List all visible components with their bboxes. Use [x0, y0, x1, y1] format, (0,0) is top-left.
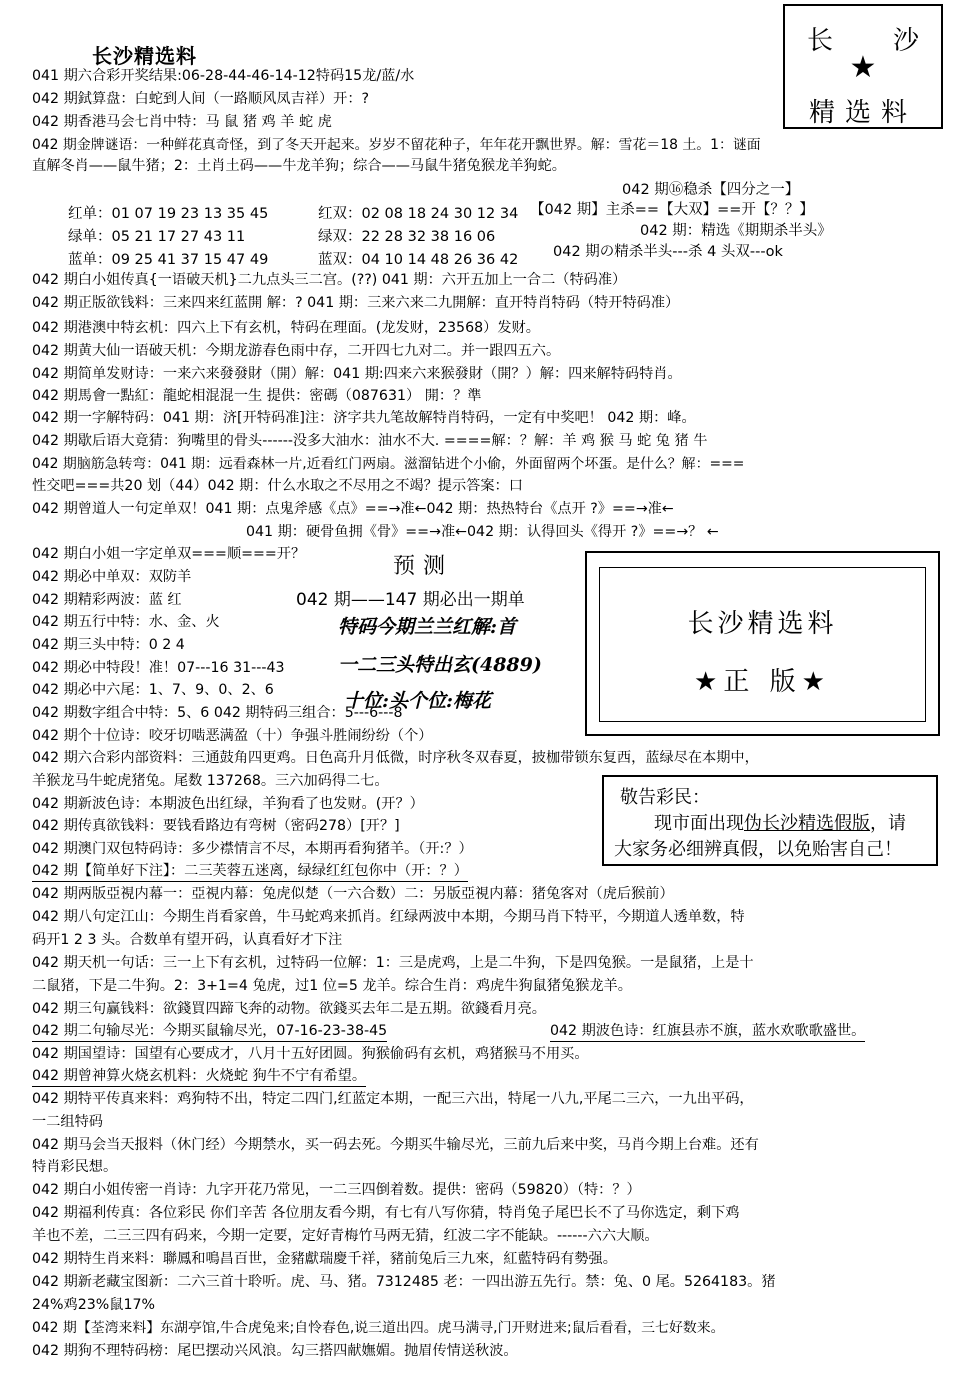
text-line: 直解冬肖——鼠牛猪；2：土肖土码——牛龙羊狗；综合——马鼠牛猪兔猴龙羊狗蛇。	[32, 158, 566, 174]
text-line: 042 期简单发财诗：一来六来發發財（開）解：041 期:四来六来猴發財（開？）解：四来解特码特肖。	[32, 366, 682, 382]
notice-underlined-text: 伪长沙精选假版	[744, 813, 870, 834]
notice-box	[602, 775, 938, 866]
text-line: 042 期个十位诗：咬牙切啮恶满盈（十）争强斗胜闹纷纷（个）	[32, 728, 433, 744]
handwritten-line: 十位:头个位:梅花	[344, 690, 492, 712]
text-line: 二鼠猪，下是二牛狗。2：3+1=4 兔虎，过1 位=5 龙羊。综合生肖：鸡虎牛狗鼠猪兔猴龙羊。	[32, 978, 632, 994]
right-block-line: 042 期⑯稳杀【四分之一】	[622, 182, 800, 198]
text-line: 042 期五行中特：水、金、火	[32, 614, 220, 630]
authentic-version-box	[585, 551, 940, 736]
green-double-numbers: 绿双：22 28 32 38 16 06	[318, 229, 496, 245]
logo-char-left: 长	[807, 26, 834, 56]
text-line: 041 期：硬骨鱼拥《骨》==→准←042 期：认得回头《得开 ?》==→？ ←	[246, 524, 719, 540]
text-line: 042 期白小姐传密一肖诗：九字开花乃常见，一二三四倒着数。提供：密码（59820）（特：？）	[32, 1182, 641, 1198]
text-line: 041 期六合彩开奖结果:06-28-44-46-14-12特码15龙/蓝/水	[32, 68, 415, 84]
text-line: 码开1 2 3 头。合数单有望开码，认真看好才下注	[32, 932, 343, 948]
notice-body-line	[654, 809, 906, 835]
text-line: 042 期必中特段！准！07---16 31---43	[32, 660, 285, 676]
text-line: 042 期新波色诗：本期波色出红绿，羊狗看了也发财。(开？）	[32, 796, 424, 812]
logo-bottom-text: 精选料	[808, 98, 917, 128]
text-line: 042 期福利传真：各位彩民 你们辛苦 各位朋友看今期，有七有八写你猜，特肖兔子尾巴长不了马你选定，剩下鸡	[32, 1205, 740, 1221]
text-line: 羊猴龙马牛蛇虎猪兔。尾数 137268。三六加码得二七。	[32, 773, 389, 789]
text-line: 042 期六合彩内部资料：三通鼓角四更鸡。日色高升月低微，时序秋冬双春夏，披枷带锁东复西，蓝绿尽在本期中，	[32, 750, 759, 766]
handwritten-line: 一二三头特出玄(4889)	[338, 654, 542, 676]
star-icon: ★	[849, 50, 877, 85]
text-line: 042 期澳门双包特码诗：多少襟情言不尽，本期再看狗猪羊。（开:？）	[32, 841, 473, 857]
text-line: 042 期金牌谜语：一种鲜花真奇怪，到了冬天开起来。岁岁不留花种子，年年花开飘世界。解：雪花＝18 土。1：谜面	[32, 137, 761, 153]
text-line: 042 期一字解特码：041 期：济[开特码准]注：济字共九笔故解特肖特码，一定有中奖吧！ 042 期：峰。	[32, 410, 696, 426]
text-line: 性交吧===共20 划（44）042 期：什么水取之不尽用之不竭？提示答案：口	[32, 478, 523, 494]
right-block-line: 【042 期】主杀==【大双】==开【？？】	[530, 202, 814, 218]
text-line: 042 期波色诗：红旗县赤不旗，蓝水欢歌歌盛世。	[550, 1022, 865, 1042]
blue-single-numbers: 蓝单：09 25 41 37 15 47 49	[68, 252, 269, 268]
box-title: 长沙精选料	[687, 609, 838, 639]
text-line: 042 期新老藏宝图新：二六三首十聆听。虎、马、猪。7312485 老：一四出游五先行。禁：兔、0 尾。5264183。猪	[32, 1274, 776, 1290]
text-line: 042 期曾神算火烧玄机料：火烧蛇 狗牛不宁有希望。	[32, 1067, 366, 1087]
page-title: 长沙精选料	[92, 44, 197, 68]
text-line: 042 期精彩两波：蓝 红	[32, 592, 182, 608]
text-line: 042 期国望诗：国望有心要成才，八月十五好团圆。狗猴偷码有玄机，鸡猪猴马不用买。	[32, 1046, 589, 1062]
text-line: 042 期黄大仙一语破天机：今期龙游春色雨中存，二开四七九对二。并一跟四五六。	[32, 343, 561, 359]
text-line: 一二组特码	[32, 1114, 103, 1130]
logo-box	[783, 4, 943, 129]
handwritten-line: 特码今期兰兰红解:首	[338, 616, 517, 638]
text-line: 042 期【荃湾来料】东湖亭馆,牛合虎兔来;自怜春色,说三道出四。虎马满寻,门开财进来;鼠后看看，三七好数来。	[32, 1320, 725, 1336]
text-line: 042 期正版欲钱料：三来四来红蓝開 解：? 041 期：三来六来二九開解：直开特肖特码（特开特码准）	[32, 295, 680, 311]
text-line: 042 期香港马会七肖中特：马 鼠 猪 鸡 羊 蛇 虎	[32, 114, 332, 130]
text-line: 24%鸡23%鼠17%	[32, 1297, 155, 1313]
text-line: 042 期【简单好下注】：二三芙蓉五迷离，绿绿红红包你中（开：？）	[32, 862, 468, 882]
text-line: 042 期三句赢钱料：欲錢買四蹄飞奔的动物。欲錢买去年二是五期。欲錢看月亮。	[32, 1001, 546, 1017]
red-double-numbers: 红双：02 08 18 24 30 12 34	[318, 206, 519, 222]
box-subtitle: ★正 版★	[694, 667, 831, 697]
text-line: 042 期数字组合中特：5、6 042 期特码三组合：5---6---8	[32, 705, 403, 721]
logo-char-right: 沙	[892, 26, 919, 56]
prediction-title: 预测	[393, 554, 454, 579]
text-line: 042 期脑筋急转弯：041 期：远看森林一片,近看红门两扇。滋溜钻进个小偷，外面留两个坏蛋。是什么？解：===	[32, 456, 745, 472]
right-block-line: 042 期：精选《期期杀半头》	[640, 223, 832, 239]
text-line: 042 期歇后语大竟猜：狗嘴里的骨头------没多大油水：油水不大. ====解：？解：羊 鸡 猴 马 蛇 兔 猪 牛	[32, 433, 708, 449]
text-line: 042 期特生肖来料：聯鳳和鳴昌百世，金豬獻瑞慶千祥，豬前兔后三九來，紅藍特码有勢强。	[32, 1251, 617, 1267]
text-line: 042 期天机一句话：三一上下有玄机，过特码一位解：1：三是虎鸡，上是二牛狗，下是四兔猴。一是鼠猪，上是十	[32, 955, 754, 971]
text-line: 042 期必中单双：双防羊	[32, 569, 192, 585]
text-line: 042 期两版亞視内幕一：亞視内幕：兔虎似楚（一六合数）二：另版亞視内幕：猪兔客对（虎后猴前）	[32, 886, 674, 902]
text-line: 042 期八句定江山：今期生肖看家兽，牛马蛇鸡来抓肖。红绿两波中本期，今期马肖下特平，今期道人透单数，特	[32, 909, 745, 925]
notice-body-line: 大家务必细辨真假，以免贻害自己！	[614, 839, 902, 860]
box-inner-frame	[599, 567, 926, 722]
text-line: 特肖彩民想。	[32, 1159, 118, 1175]
text-line: 042 期馬會一點紅：龍蛇相混混一生 提供：密碼（087631） 開：？準	[32, 388, 482, 404]
notice-text: ，请	[870, 813, 906, 834]
text-line: 042 期白小姐传真{一语破天机}二九点头三二宫。(??) 041 期：六开五加上一合二（特码准）	[32, 272, 627, 288]
text-line: 042 期港澳中特玄机：四六上下有玄机，特码在理面。(龙发财，23568）发财。	[32, 320, 540, 336]
text-line: 042 期狗不理特码榜：尾巴摆动兴风浪。勾三搭四献嫵媚。抛眉传情送秋波。	[32, 1343, 518, 1359]
text-line: 042 期白小姐一字定单双===顺===开？	[32, 546, 306, 562]
text-line: 042 期曾道人一句定单双！041 期：点鬼斧感《点》==→准←042 期：热热特台《点开 ?》==→准←	[32, 501, 674, 517]
text-line: 042 期鉽算盘：白蛇到人间（一路顺风凤吉祥）开：?	[32, 91, 370, 107]
green-single-numbers: 绿单：05 21 17 27 43 11	[68, 229, 246, 245]
right-block-line: 042 期の精杀半头---杀 4 头双---ok	[553, 244, 783, 260]
text-line: 042 期三头中特：0 2 4	[32, 637, 185, 653]
notice-text: 现市面出现	[654, 813, 744, 834]
text-line: 042 期传真欲钱料：要钱看路边有弯树（密码278）[开？]	[32, 818, 400, 834]
text-line: 羊也不差，二三三四有码来，今期一定要，定好青梅竹马两无猜，红波二字不能缺。------六六大顺。	[32, 1228, 659, 1244]
red-single-numbers: 红单：01 07 19 23 13 35 45	[68, 206, 269, 222]
text-line: 042 期必中六尾：1、7、9、0、2、6	[32, 682, 274, 698]
text-line: 042 期特平传真来料：鸡狗特不出，特定二四门,红蓝定本期，一配三六出，特尾一八九,平尾二三六，一九出平码，	[32, 1091, 754, 1107]
text-line: 042 期二句输尽光：今期买鼠输尽光，07-16-23-38-45	[32, 1022, 387, 1042]
prediction-subtitle: 042 期——147 期必出一期单	[296, 590, 525, 610]
blue-double-numbers: 蓝双：04 10 14 48 26 36 42	[318, 252, 519, 268]
notice-heading: 敬告彩民：	[620, 787, 710, 808]
text-line: 042 期马会当天报料（休门经）今期禁水，买一码去死。今期买牛输尽光，三前九后来中奖，马肖今期上台难。还有	[32, 1137, 759, 1153]
